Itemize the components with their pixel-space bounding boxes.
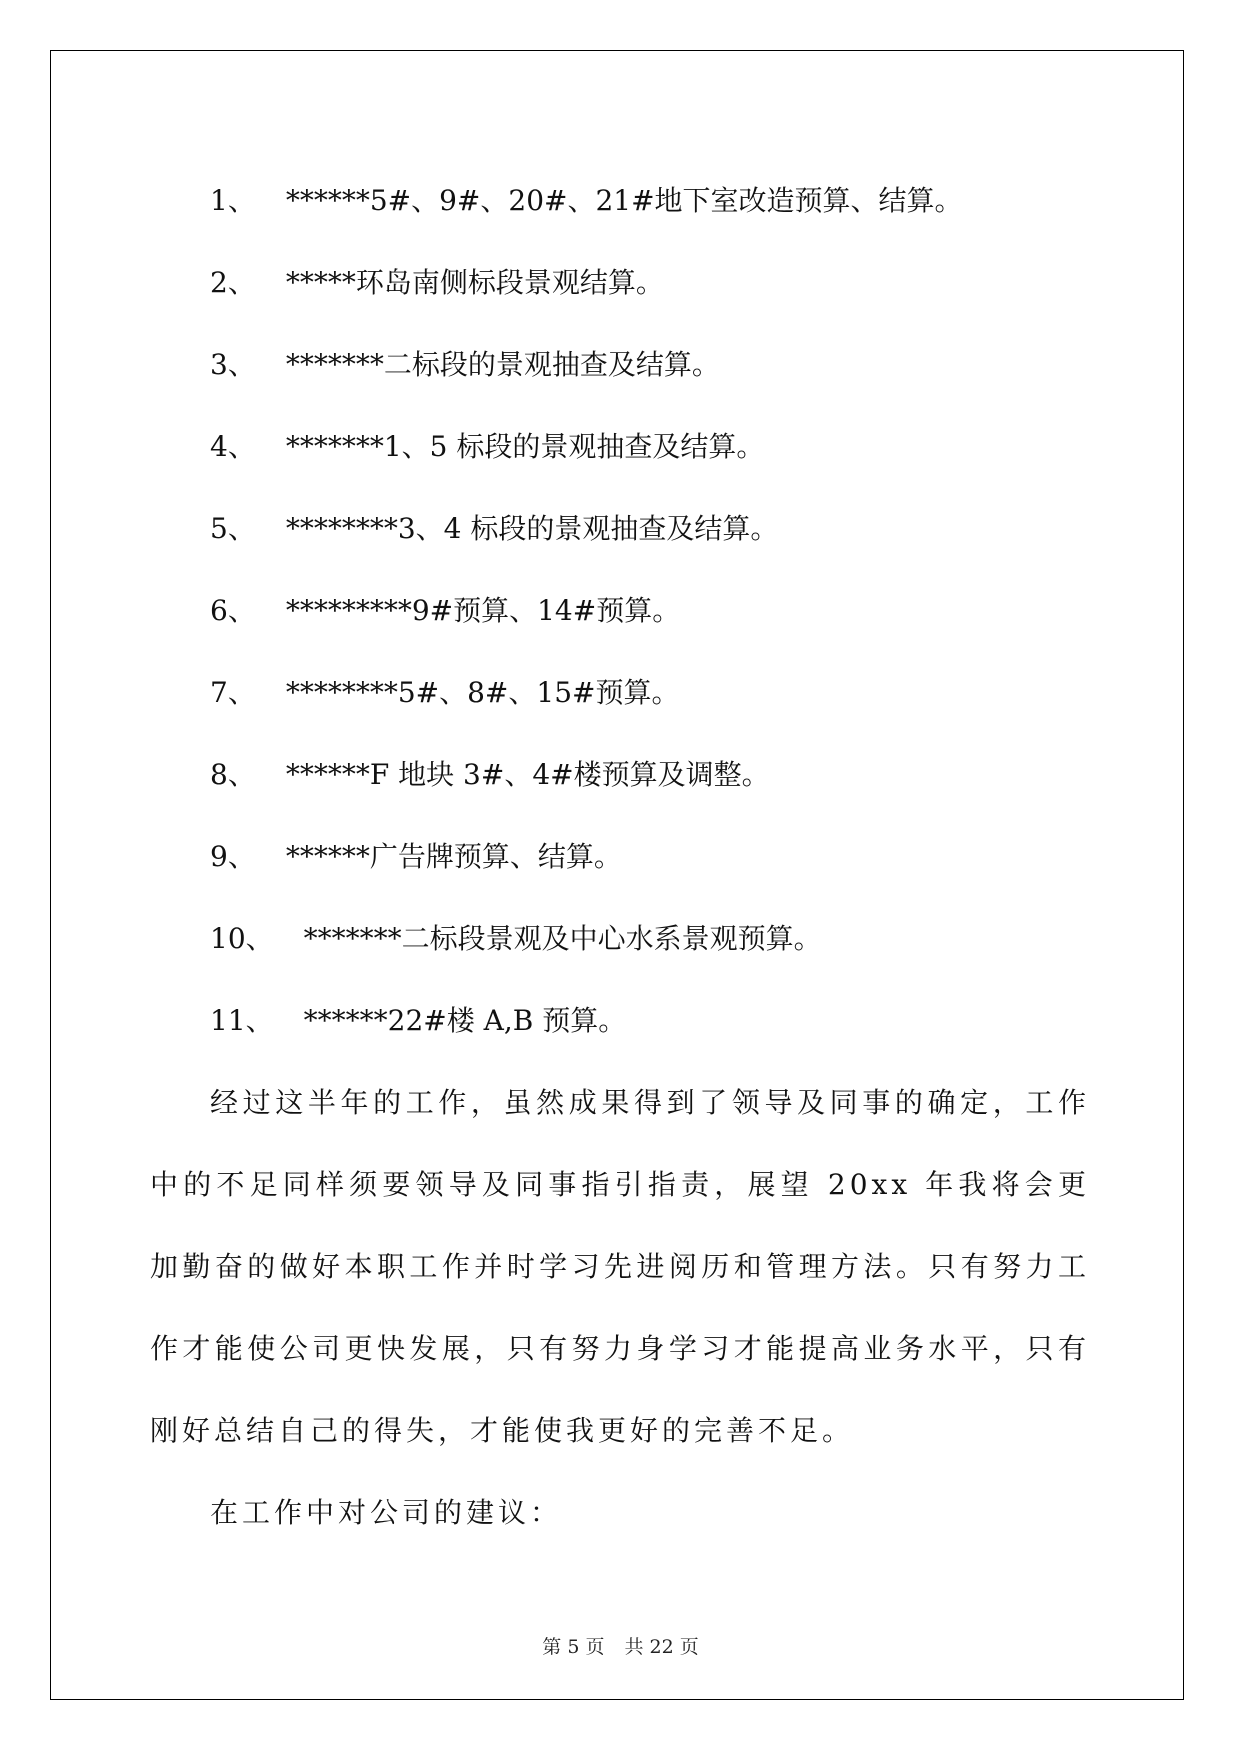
list-item-8: 8、 ******F 地块 3#、4#楼预算及调整。 <box>210 758 770 791</box>
list-item-2: 2、 *****环岛南侧标段景观结算。 <box>210 266 664 299</box>
page-total: 共 22 页 <box>624 1636 699 1658</box>
list-item-4: 4、 *******1、5 标段的景观抽查及结算。 <box>210 430 765 463</box>
list-item-11: 11、 ******22#楼 A,B 预算。 <box>210 1004 627 1037</box>
list-item-3: 3、 *******二标段的景观抽查及结算。 <box>210 348 720 381</box>
document-body <box>150 160 1090 1554</box>
page-number: 第 5 页 <box>542 1636 605 1658</box>
list-item-7: 7、 ********5#、8#、15#预算。 <box>210 676 680 709</box>
list-item-6: 6、 *********9#预算、14#预算。 <box>210 594 681 627</box>
page-footer <box>0 1632 1241 1659</box>
summary-paragraph: 经过这半年的工作，虽然成果得到了领导及同事的确定，工作中的不足同样须要领导及同事指引指责，展望 20xx 年我将会更加勤奋的做好本职工作并时学习先进阅历和管理方法。只有努力工作才能使公司更快发展，只有努力身学习才能提高业务水平，只有刚好总结自己的得失，才能使我更好的完善不足。 <box>150 1086 1090 1447</box>
suggestion-heading: 在工作中对公司的建议： <box>210 1496 563 1529</box>
list-item-1: 1、 ******5#、9#、20#、21#地下室改造预算、结算。 <box>210 184 963 217</box>
list-item-5: 5、 ********3、4 标段的景观抽查及结算。 <box>210 512 779 545</box>
list-item-10: 10、 *******二标段景观及中心水系景观预算。 <box>210 922 822 955</box>
list-item-9: 9、 ******广告牌预算、结算。 <box>210 840 622 873</box>
